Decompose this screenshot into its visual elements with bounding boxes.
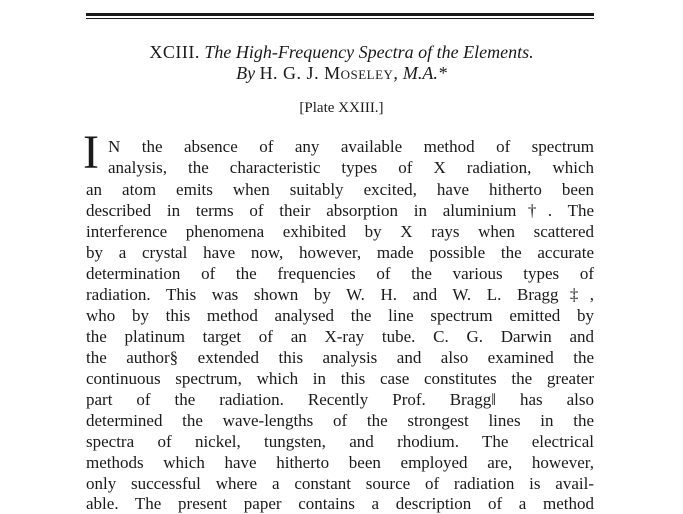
body-line: the platinum target of an X-ray tube. C. G. Darwin and: [86, 327, 594, 346]
article-title: [0, 42, 683, 62]
body-line: who by this method analysed the line spectrum emitted by: [86, 306, 594, 325]
body-line: the author§ extended this analysis and also examined the: [86, 348, 594, 367]
body-line: interference phenomena exhibited by X rays when scattered: [86, 222, 594, 241]
body-line: analysis, the characteristic types of X radiation, which: [108, 158, 594, 177]
plate-reference: [Plate XXIII.]: [299, 100, 384, 116]
byline: [0, 63, 683, 83]
body-line: determination of the frequencies of the various types of: [86, 264, 594, 283]
body-line: able. The present paper contains a description of a method: [86, 494, 594, 513]
header-rule-thin: [86, 18, 594, 19]
author-degree: M.A.*: [402, 63, 447, 83]
byline-by: By: [236, 63, 256, 83]
drop-cap: I: [83, 126, 99, 179]
body-line: determined the wave-lengths of the strongest lines in the: [86, 411, 594, 430]
body-line: continuous spectrum, which in this case constitutes the greater: [86, 369, 594, 388]
article-title-text: The High-Frequency Spectra of the Elements.: [204, 42, 534, 62]
header-rule-thick: [86, 13, 594, 16]
body-line: methods which have hitherto been employed are, however,: [86, 453, 594, 472]
body-line: radiation. This was shown by W. H. and W. L. Bragg‡,: [86, 285, 594, 304]
body-line: N the absence of any available method of spectrum: [108, 137, 594, 156]
body-line: by a crystal have now, however, made possible the accurate: [86, 243, 594, 262]
body-line: spectra of nickel, tungsten, and rhodium. The electrical: [86, 432, 594, 451]
body-line: an atom emits when suitably excited, have hitherto been: [86, 180, 594, 199]
author-name: H. G. J. Moseley,: [259, 63, 399, 83]
body-line: described in terms of their absorption in aluminium†. The: [86, 201, 594, 220]
body-line: only successful where a constant source of radiation is avail-: [86, 474, 594, 493]
body-line: part of the radiation. Recently Prof. Bragg‖ has also: [86, 390, 594, 409]
article-number: XCIII.: [149, 42, 200, 62]
